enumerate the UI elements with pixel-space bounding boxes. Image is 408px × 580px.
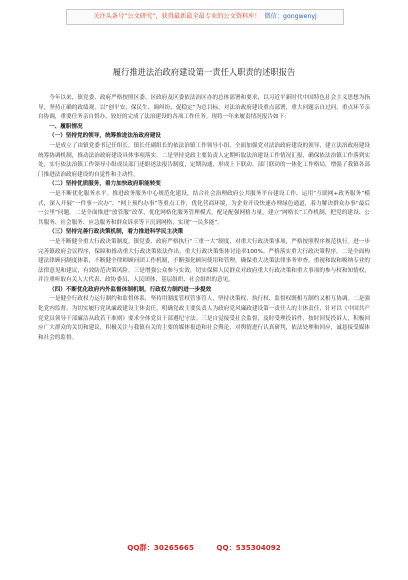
footer-contact xyxy=(0,541,408,555)
subsection-heading: （二）坚持优质服务，着力加快政府职能转变 xyxy=(49,181,161,188)
body-paragraph: 今年以来，镇党委、政府严格按照区委、区政府及区委依法治区办的总体部署和要求，以习近平新时代中国特色社会主义思想为指导，坚持正确的政绩观，以“创平安、保民生、调纠纷、促稳定”为总目标，对法治政府建设重点部署，重大问题亲自过问，重点环节亲自协调，重要任务亲自督办，较好的完成了法治建设的各项工作任务。现将一年来履责情况报告如下： xyxy=(38,95,370,121)
body-paragraph: 一是成立了由镇党委书记任组长，镇长任副组长的依法治镇工作领导小组，全面加强党对法治政府建设的领导，建立法治政府建设统筹协调机制，推动法治政府建设具体事项落实。二是坚持党政主要负责人定期听取法治建设工作情况汇报，确保依法治镇工作落到实处，实行依法治镇工作领导小组成员部门述职述法报告制度，定期沟通，形成上下联动、部门联动的一体化工作格局，增强了我镇各部门推进法治政府建设的自觉性和主动性。 xyxy=(38,142,370,178)
section-heading: 一、履职情况 xyxy=(49,123,83,130)
banner-text: 关注头条号“公文研究”，获得最新最全最专业的公文资料库！ xyxy=(93,13,261,20)
page-title: 履行推进法治政府建设第一责任人职责的述职报告 xyxy=(112,67,296,77)
footer-qq-group: QQ群：30265665 xyxy=(127,543,194,552)
document-body xyxy=(38,94,370,534)
body-paragraph: 一是不断优化服务水平。推进政务服务中心规范化建设，结合社会治理政府公共服务平台建设工作，运用“互联网+政务服务”模式，深入开展“一件事一次办”、“网上预约办事”等重点工作，优化营商环境，为企业开设快速办理绿色通道，着力解决群众办事“最后一公里”问题。二是全面推进“放管服”改革，优化网格化服务管理模式。配足配强网格力量，建立“网格长”工作机制，把党的建设、公共服务、社会服务、应急服务和群众诉求等下沉到网格，实现“一员多能”。 xyxy=(38,190,370,226)
subsection-heading: （三）坚持完善行政决策机制，着力推进科学民主决策 xyxy=(49,229,184,236)
subsection-heading: （四）不断优化政府内外监督体制机制，行政权力制约进一步提效 xyxy=(49,286,212,293)
subsection-heading: （一）坚持党的领导，统筹推进法治政府建设 xyxy=(49,133,161,140)
banner-wechat: 微信：gongwenyj xyxy=(264,13,317,20)
body-paragraph: 一是健全行政权力运行制约和监督体系，坚持用制度管权管事管人，坚持决策权、执行权、监督权既相互制约又相互协调。二是强化党内监督。为切实履行党风廉政建设主体责任，明确党政主要负责人为政府党风廉政建设第一责任人的主体责任，针对以《中国共产党党员领导干部廉洁从政若干准则》要求全体党员干部遵纪守法。三是自觉接受社会监督，及时受理投诉件，按时回复投诉人，积极回应广大群众的关切和建议，积极关注与我镇有关的主要的媒体报道和社会舆论，对舆情进行认真研判，依法处理和回应，诚恳接受媒体和社会的监督。 xyxy=(38,296,370,341)
top-banner xyxy=(66,9,344,25)
footer-qq: QQ：535304092 xyxy=(216,543,281,552)
body-paragraph: 一是不断健全重大行政决策制度。镇党委、政府严格执行“三重一大”制度，对重大行政决策事项，严格按照程序规范执行。进一步完善镇政府会议程序，保障和推动重大行政决策依法作出，重大行政决策集体讨论率100%。严格落实重大行政决策程序。二是全面构建法律顾问制度体系，不断健全律师顾问团工作机制，不断强化顾问使用和管理，确保重大决策法律事务审查，重视和取和吸纳专业的法律意见和建议，有效防范决策风险。三是增强公众参与实效，切实保障人民群众对政府重大行政决策和重大事项的参与权和知情权，并注重听取有关人大代表、政协委员、人民团体、基层组织、社会组织的意见。 xyxy=(38,238,370,284)
